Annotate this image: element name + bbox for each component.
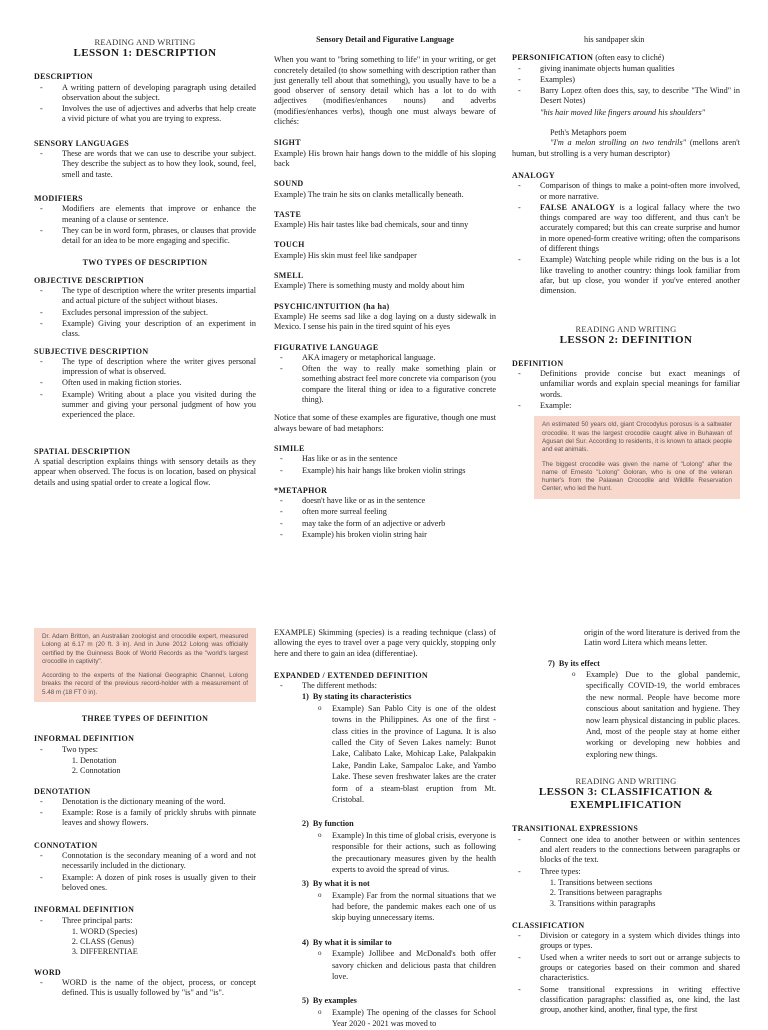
- method-title-row: [302, 996, 496, 1006]
- touch-text: Example) His skin must feel like sandpaper: [274, 250, 417, 260]
- modifiers-heading: MODIFIERS: [34, 193, 83, 203]
- list-item: - Example: A dozen of pink roses is usually given to their beloved ones.: [62, 873, 256, 894]
- list-item: - Example) Giving your description of an experiment in class.: [62, 319, 256, 340]
- method-title-row: [302, 879, 496, 889]
- list-item: - doesn't have like or as in the sentence: [302, 496, 496, 506]
- list-item: 3. DIFFERENTIAE: [80, 947, 256, 957]
- peth-title: Peth's Metaphors poem: [550, 128, 627, 138]
- notice-text: Notice that some of these examples are figurative, though one must always beware of bad metaphors:: [274, 413, 496, 433]
- informal-list: [34, 745, 256, 755]
- list-item: - A writing pattern of developing paragraph using detailed observation about the subject.: [62, 83, 256, 104]
- lesson-1-title: LESSON 1: DESCRIPTION: [73, 47, 217, 60]
- connotation-list: [34, 851, 256, 893]
- definition-heading: DEFINITION: [512, 358, 564, 368]
- informal-definition-2-heading: INFORMAL DEFINITION: [34, 905, 135, 915]
- lesson-3-title-line-2: EXEMPLIFICATION: [570, 799, 682, 812]
- definition-list: [512, 369, 740, 411]
- list-item: 2. CLASS (Genus): [80, 937, 256, 947]
- lesson-3-title-line-1: LESSON 3: CLASSIFICATION &: [538, 786, 714, 799]
- sensory-detail-title: Sensory Detail and Figurative Language: [316, 35, 454, 44]
- list-item: o Example) In this time of global crisis, everyone is responsible for their actions, such as following the precautionary measures given by the health experts to avoid the spread of virus.: [332, 830, 496, 876]
- method-example-list: [302, 703, 496, 806]
- list-item: - often more surreal feeling: [302, 507, 496, 517]
- list-item: - Involves the use of adjectives and adverbs that help create a vivid picture of what you are trying to express.: [62, 104, 256, 125]
- personification-quote: "his hair moved like fingers around his shoulders": [540, 107, 706, 117]
- list-item: o Example) The opening of the classes for School Year 2020 - 2021 was moved to: [332, 1007, 496, 1030]
- word-heading: WORD: [34, 967, 61, 977]
- smell-text: Example) There is something musty and moldy about him: [274, 281, 465, 291]
- method-example-list: [548, 669, 740, 760]
- p1-lesson2-header: READING AND WRITING: [575, 323, 677, 334]
- personification-heading-row: [512, 53, 740, 63]
- list-item: - WORD is the name of the object, process, or concept defined. This is usually followed by "is" and "is".: [62, 978, 256, 999]
- p1-header: READING AND WRITING: [94, 37, 196, 47]
- informal-definition-heading: INFORMAL DEFINITION: [34, 734, 135, 744]
- classification-heading: CLASSIFICATION: [512, 920, 585, 930]
- list-item: [540, 203, 740, 254]
- method-title-row: [302, 938, 496, 948]
- list-item: o Example) Jollibee and McDonald's both offer savory chicken and delicious pasta that children love.: [332, 948, 496, 982]
- list-item: - Connotation is the secondary meaning of a word and not necessarily included in the dictionary.: [62, 851, 256, 872]
- list-item: 2. Connotation: [80, 766, 256, 776]
- description-heading: DESCRIPTION: [34, 72, 93, 82]
- method-5: [274, 996, 496, 1029]
- method-number: 4): [302, 937, 309, 947]
- peth-line: [512, 138, 740, 159]
- expanded-definition-heading: EXPANDED / EXTENDED DEFINITION: [274, 670, 428, 680]
- personification-list: [512, 64, 740, 107]
- spatial-text: A spatial description explains things with sensory details as they appear when observed. The focus is on location, based on physical details and using spatial order to create a logical flow.: [34, 456, 256, 487]
- list-item: - The type of description where the writer presents impartial and actual picture of the subject without biases.: [62, 286, 256, 307]
- list-item: - Example) Watching people while riding on the bus is a lot like traveling to another country: things look familiar from afar, but up close, you wonder if you've entered another dimension.: [540, 255, 740, 296]
- list-item: 1. WORD (Species): [80, 927, 256, 937]
- list-item: 1. Denotation: [80, 756, 256, 766]
- method-example-list: [302, 830, 496, 876]
- list-item: - Three types:: [540, 867, 740, 877]
- metaphor-heading: *METAPHOR: [274, 485, 328, 495]
- sound-heading: SOUND: [274, 179, 304, 189]
- classification-list: [512, 931, 740, 1015]
- simile-heading: SIMILE: [274, 443, 305, 453]
- list-item: - Example) his broken violin string hair: [302, 530, 496, 540]
- personification-heading: PERSONIFICATION: [512, 53, 594, 63]
- list-item: - Example:: [540, 401, 740, 411]
- sight-text: Example) His brown hair hangs down to the middle of his sloping back: [274, 148, 496, 168]
- list-item: - The type of description where the writer gives personal impression of what is observed.: [62, 357, 256, 378]
- objective-list: [34, 286, 256, 339]
- method-example-list: [302, 1007, 496, 1030]
- sensory-list: [34, 149, 256, 180]
- subjective-list: [34, 357, 256, 421]
- box-paragraph: Dr. Adam Britton, an Australian zoologist and crocodile expert, measured Lolong at 6.17 m (20 ft. 3 in). And in June 2012 Lolong was officially certified by the Guinness Book of World Records as the "world's largest crocodile in captivity".: [42, 633, 248, 665]
- method-number: 2): [302, 819, 309, 829]
- modifiers-list: [34, 204, 256, 246]
- list-item: - Examples): [540, 75, 740, 85]
- list-item: - Comparison of things to make a point-often more involved, or more narrative.: [540, 181, 740, 202]
- list-item: - Modifiers are elements that improve or enhance the meaning of a clause or sentence.: [62, 204, 256, 225]
- lolong-record-box: [34, 628, 256, 702]
- three-types-heading: THREE TYPES OF DEFINITION: [81, 714, 209, 724]
- method-4: [274, 938, 496, 983]
- method-title: By examples: [312, 996, 357, 1006]
- p2-column-1: [34, 628, 256, 1000]
- method-title: By its effect: [558, 658, 600, 668]
- method-2: [274, 819, 496, 875]
- method-7: [512, 659, 740, 761]
- method-title-row: [302, 692, 496, 702]
- analogy-heading: ANALOGY: [512, 170, 555, 180]
- description-list: [34, 83, 256, 125]
- taste-heading: TASTE: [274, 209, 302, 219]
- method-3: [274, 879, 496, 924]
- list-item: - Example) his hair hangs like broken violin strings: [302, 466, 496, 476]
- method-example-list: [302, 948, 496, 982]
- p1-column-1: [34, 37, 256, 488]
- method-title-row: [302, 819, 496, 829]
- sensory-heading: SENSORY LANGUAGES: [34, 138, 129, 148]
- transitional-heading: TRANSITIONAL EXPRESSIONS: [512, 824, 639, 834]
- p1-column-2: [274, 35, 496, 541]
- sound-text: Example) The train he sits on clanks metallically beneath.: [274, 189, 464, 199]
- list-item: - Some transitional expressions in writing effective classification paragraphs: classified as, one kind, the last group, another kind, another, final type, the first: [540, 985, 740, 1016]
- list-item: - may take the form of an adjective or adverb: [302, 519, 496, 529]
- list-item: - These are words that we can use to describe your subject. They describe the subject as to how they look, sound, feel, smell and taste.: [62, 149, 256, 180]
- denotation-heading: DENOTATION: [34, 786, 91, 796]
- subjective-heading: SUBJECTIVE DESCRIPTION: [34, 346, 149, 356]
- two-types-heading: TWO TYPES OF DESCRIPTION: [82, 258, 208, 268]
- transitional-numbered-list: [512, 878, 740, 909]
- continued-line: his sandpaper skin: [584, 35, 645, 44]
- list-item: - Excludes personal impression of the subject.: [62, 308, 256, 318]
- peth-quote: "I'm a melon strolling on two tendrils": [550, 138, 687, 148]
- list-item: - The different methods:: [302, 681, 496, 691]
- p2-column-2: [274, 628, 496, 1030]
- method-number: 5): [302, 996, 309, 1006]
- lesson-2-title: LESSON 2: DEFINITION: [559, 333, 693, 346]
- list-item: 3. Transitions within paragraphs: [558, 899, 740, 909]
- psychic-text: Example) He seems sad like a dog laying on a dusty sidewalk in Mexico. I sense his pain in the tired squint of his eyes: [274, 311, 496, 332]
- list-item: - Often used in making fiction stories.: [62, 378, 256, 388]
- connotation-heading: CONNOTATION: [34, 840, 98, 850]
- method-title: By what it is not: [312, 879, 370, 889]
- list-item: 2. Transitions between paragraphs: [558, 888, 740, 898]
- sight-heading: SIGHT: [274, 138, 301, 148]
- method-title: By stating its characteristics: [312, 692, 412, 702]
- transitional-list: [512, 835, 740, 877]
- literature-origin-text: origin of the word literature is derived from the Latin word Litera which means letter.: [584, 628, 740, 648]
- skimming-example: EXAMPLE) Skimming (species) is a reading technique (class) of allowing the eyes to travel over a page very quickly, stopping only here and there to gain an idea (differentiae).: [274, 628, 496, 658]
- list-item: - Connect one idea to another between or within sentences and alert readers to the connections between paragraphs or blocks of the text.: [540, 835, 740, 866]
- method-1: [274, 692, 496, 805]
- list-item: - Example: Rose is a family of prickly shrubs with pinnate leaves and showy flowers.: [62, 808, 256, 829]
- box-paragraph: An estimated 50 years old, giant Crocodylus porosus is a saltwater crocodile. It was the largest crocodile caught alive in Buhawan of Agusan del Sur. According to residents, it is known to attack people and eat animals.: [542, 421, 732, 454]
- list-item: - Used when a writer needs to sort out or arrange subjects to groups or categories based on their common and shared characteristics.: [540, 953, 740, 984]
- taste-text: Example) His hair tastes like bad chemicals, sour and tinny: [274, 220, 469, 230]
- figurative-list: [274, 353, 496, 405]
- p1-column-3: [512, 35, 740, 499]
- list-item: - Division or category in a system which divides things into groups or types.: [540, 931, 740, 952]
- list-item: o Example) Due to the global pandemic, specifically COVID-19, the world embraces the new normal. People have become more conscious about sanitation and hygiene. They now learn physical distancing in public places. And, most of the people stay at home either working or developing new hobbies and exploring new things.: [586, 669, 740, 760]
- list-item: - Two types:: [62, 745, 256, 755]
- analogy-list: [512, 181, 740, 296]
- method-title: By what it is similar to: [312, 937, 392, 947]
- crocodile-example-box: [534, 416, 740, 498]
- intro-paragraph: When you want to "bring something to life" in your writing, or get concretely detailed (to show something with description rather than just generally tell about that something), you usually have to be a good observer of sensory detail which has a lot to do with adjectives (modifies/enhances nouns) and adverbs (modifies/enhances verbs), though one must always beware of clichés:: [274, 55, 496, 127]
- page-2: [0, 512, 768, 1029]
- method-number: 7): [548, 658, 555, 668]
- false-analogy-text: is a logical fallacy where the two things compared are way too different, and thus can't be accurately compared; but this can create surprise and humor in more opened-form creative writing; often the comparisons of different things: [540, 202, 740, 254]
- list-item: o Example) Far from the normal situations that we had before, the pandemic makes each one of us skip buying unnecessary items.: [332, 890, 496, 924]
- informal-numbered-list: [34, 756, 256, 777]
- list-item: - Denotation is the dictionary meaning of the word.: [62, 797, 256, 807]
- figurative-heading: FIGURATIVE LANGUAGE: [274, 342, 379, 352]
- list-item: - Three principal parts:: [62, 916, 256, 926]
- box-paragraph: According to the experts of the National Geographic Channel, Lolong breaks the record of the previous record-holder with a measurement of 5.48 m (18 FT 0 in).: [42, 672, 248, 696]
- simile-list: [274, 454, 496, 476]
- personification-note: (often easy to cliché): [595, 53, 665, 63]
- method-title: By function: [312, 819, 354, 829]
- touch-heading: TOUCH: [274, 240, 305, 250]
- informal-2-list: [34, 916, 256, 926]
- expanded-list: [274, 681, 496, 691]
- false-analogy-term: FALSE ANALOGY: [540, 202, 616, 212]
- list-item: - Has like or as in the sentence: [302, 454, 496, 464]
- list-item: - Often the way to really make something plain or something abstract feel more concrete via comparison (you compare the literal thing or idea to a figurative concrete thing).: [302, 364, 496, 405]
- list-item: o Example) San Pablo City is one of the oldest towns in the Philippines. As one of the first - class cities in the province of Laguna. It is also called the City of Seven Lakes namely: Bunot Lake, Calibato Lake, Mohicap Lake, Palakpakin Lake, Pandin Lake, Sampaloc Lake, and Yambo Lake. These seven freshwater lakes are the crater form of a steam-blast eruption from Mt. Cristobal.: [332, 703, 496, 806]
- denotation-list: [34, 797, 256, 829]
- list-item: - giving inanimate objects human qualities: [540, 64, 740, 74]
- list-item: - AKA imagery or metaphorical language.: [302, 353, 496, 363]
- p2-lesson3-header: READING AND WRITING: [575, 776, 677, 787]
- informal-2-numbered-list: [34, 927, 256, 958]
- list-item: - Definitions provide concise but exact meanings of unfamiliar words and explain special meanings for familiar words.: [540, 369, 740, 400]
- objective-heading: OBJECTIVE DESCRIPTION: [34, 275, 145, 285]
- p2-column-3: [512, 628, 740, 1016]
- method-example-list: [302, 890, 496, 924]
- list-item: - They can be in word form, phrases, or clauses that provide detail for an idea to be more engaging and specific.: [62, 226, 256, 247]
- method-number: 1): [302, 692, 309, 702]
- list-item: - Barry Lopez often does this, say, to describe "The Wind" in Desert Notes): [540, 86, 740, 107]
- list-item: - Example) Writing about a place you visited during the summer and giving your personal judgment of how you experienced the place.: [62, 390, 256, 421]
- smell-heading: SMELL: [274, 271, 304, 281]
- method-number: 3): [302, 879, 309, 889]
- method-title-row: [548, 659, 740, 669]
- peth-note: (mellons aren't human, but strolling is a very human descriptor): [512, 138, 741, 158]
- psychic-heading: PSYCHIC/INTUITION (ha ha): [274, 301, 390, 311]
- word-list: [34, 978, 256, 999]
- box-paragraph: The biggest crocodile was given the name of "Lolong" after the name of Ernesto "Lolong" Goloran, who is one of the veteran hunter's from the Palawan Crocodile and Wildlife Reservation Center, who led the hunt.: [542, 460, 732, 493]
- list-item: 1. Transitions between sections: [558, 878, 740, 888]
- spatial-heading: SPATIAL DESCRIPTION: [34, 446, 131, 456]
